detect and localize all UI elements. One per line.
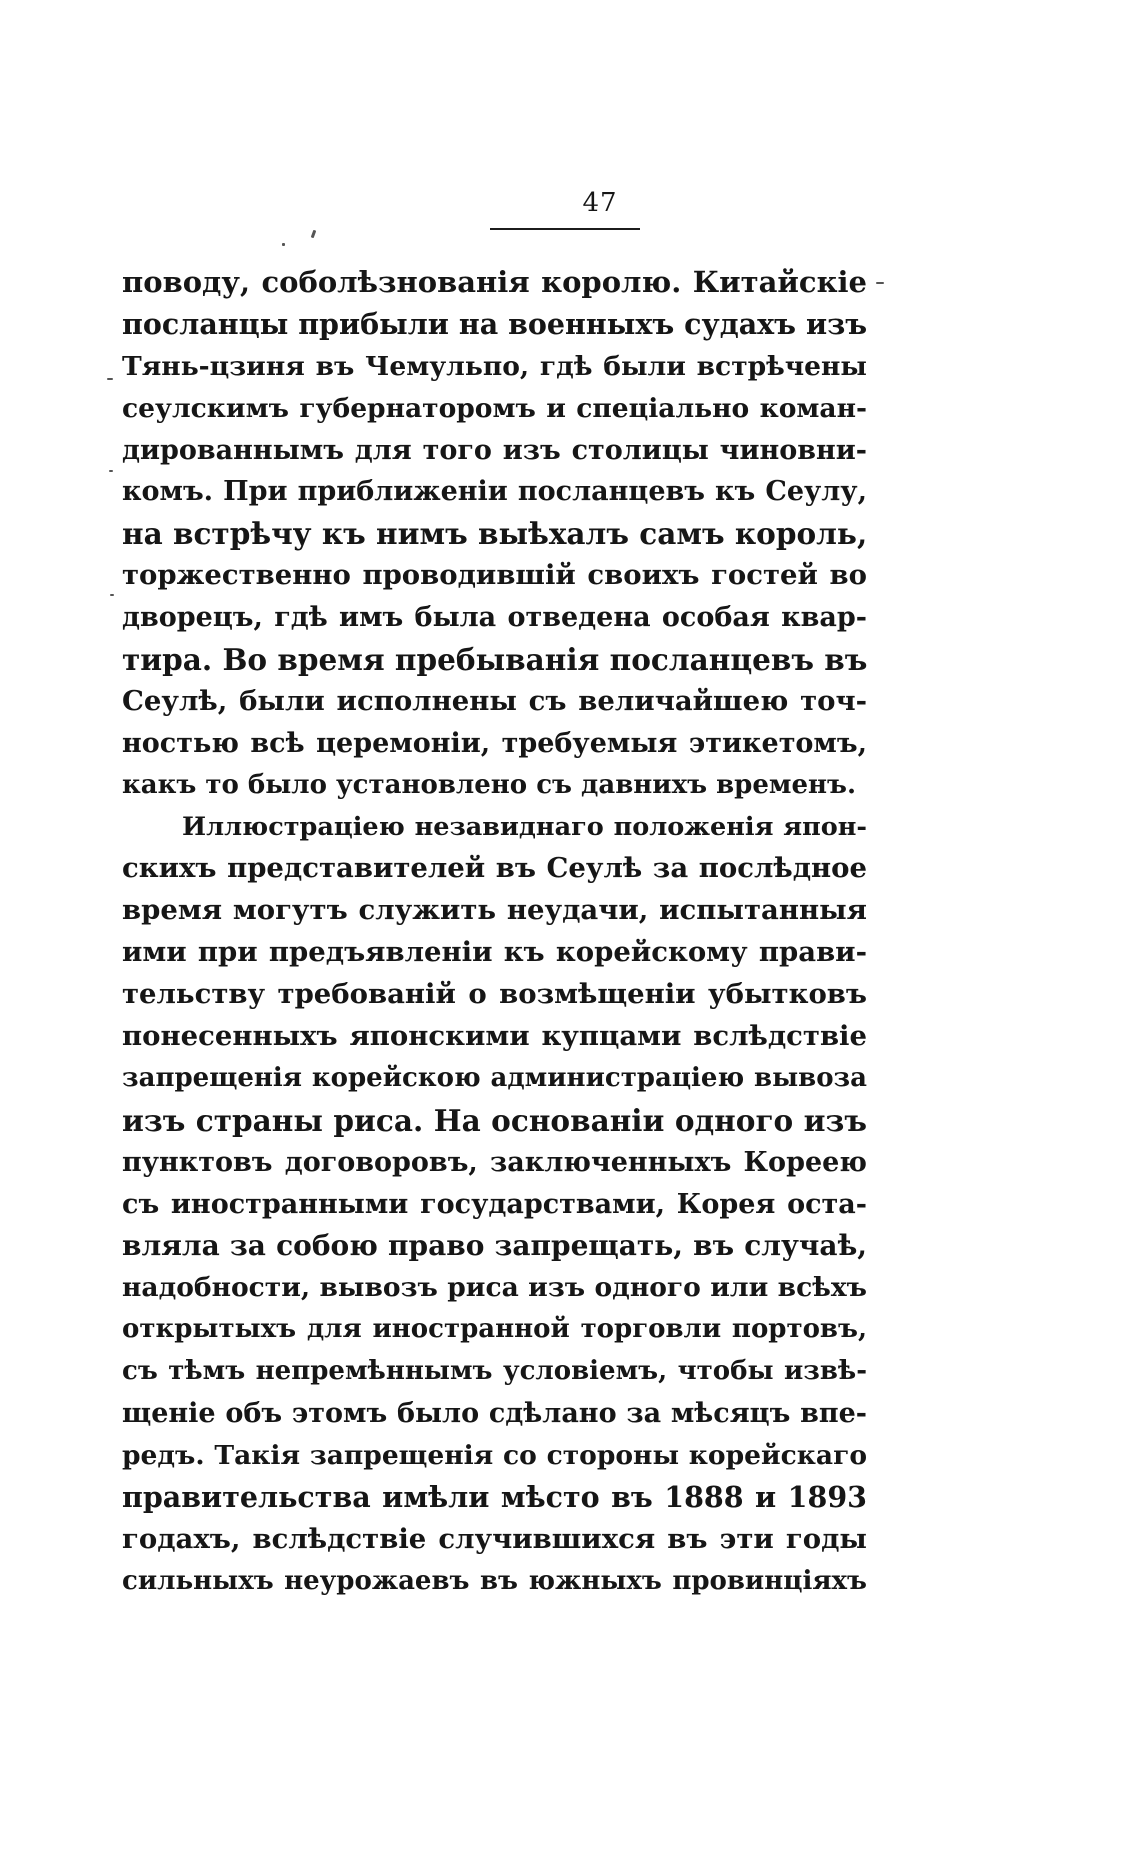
text-line: ими при предъявленіи къ корейскому прави- [122, 936, 867, 969]
page-number: 47 [582, 188, 618, 218]
print-speck [282, 243, 285, 246]
text-line: годахъ, вслѣдствіе случившихся въ эти годы [122, 1522, 867, 1555]
text-line: комъ. При приближеніи посланцевъ къ Сеулу, [122, 476, 867, 508]
text-line: Тянь-цзиня въ Чемульпо, гдѣ были встрѣчены [122, 350, 867, 382]
header-rule [490, 228, 640, 230]
text-line: вляла за собою право запрещать, въ случаѣ, [122, 1229, 867, 1263]
text-line: ностью всѣ церемоніи, требуемыя этикетомъ, [122, 727, 867, 759]
paragraph-first-line: Иллюстраціею незавиднаго положенія япон- [182, 811, 867, 842]
text-line: на встрѣчу къ нимъ выѣхалъ самъ король, [122, 516, 867, 552]
text-line: тельству требованій о возмѣщеніи убытковъ [122, 978, 867, 1011]
text-line: щеніе объ этомъ было сдѣлано за мѣсяцъ впе- [122, 1398, 867, 1430]
text-line: надобности, вывозъ риса изъ одного или всѣхъ [122, 1272, 867, 1304]
print-speck [110, 594, 114, 596]
text-line: понесенныхъ японскими купцами вслѣдствіе [122, 1020, 867, 1053]
text-line: тира. Во время пребыванія посланцевъ въ [122, 642, 867, 678]
text-line: сильныхъ неурожаевъ въ южныхъ провинціяхъ [122, 1565, 867, 1596]
text-line: поводу, соболѣзнованія королю. Китайскіе [122, 265, 867, 299]
text-line: изъ страны риса. На основаніи одного изъ [122, 1102, 867, 1138]
print-speck [107, 378, 113, 380]
text-line: редъ. Такія запрещенія со стороны корейскаго [122, 1439, 867, 1471]
text-line: запрещенія корейскою администраціею вывоза [122, 1062, 867, 1093]
text-line: сеулскимъ губернаторомъ и спеціально коман- [122, 392, 867, 424]
text-line: съ тѣмъ непремѣннымъ условіемъ, чтобы извѣ- [122, 1356, 867, 1387]
print-speck [311, 230, 317, 239]
text-line: открытыхъ для иностранной торговли портовъ, [122, 1314, 867, 1345]
text-line: правительства имѣли мѣсто въ 1888 и 1893 [122, 1479, 867, 1514]
text-line: посланцы прибыли на военныхъ судахъ изъ [122, 306, 867, 341]
text-line: время могутъ служить неудачи, испытанныя [122, 894, 867, 927]
text-line: съ иностранными государствами, Корея оста- [122, 1188, 867, 1220]
text-line: скихъ представителей въ Сеулѣ за послѣдное [122, 852, 867, 885]
text-line: дированнымъ для того изъ столицы чиновни- [122, 434, 867, 466]
text-line: Сеулѣ, были исполнены съ величайшею точ- [122, 684, 867, 717]
text-line: дворецъ, гдѣ имъ была отведена особая квар- [122, 602, 867, 634]
text-line: торжественно проводившій своихъ гостей во [122, 559, 867, 592]
text-line: пунктовъ договоровъ, заключенныхъ Кореею [122, 1146, 867, 1178]
text-line: какъ то было установлено съ давнихъ временъ. [122, 769, 857, 800]
print-speck [109, 470, 113, 472]
print-speck [876, 282, 884, 284]
body-text [122, 262, 867, 1603]
